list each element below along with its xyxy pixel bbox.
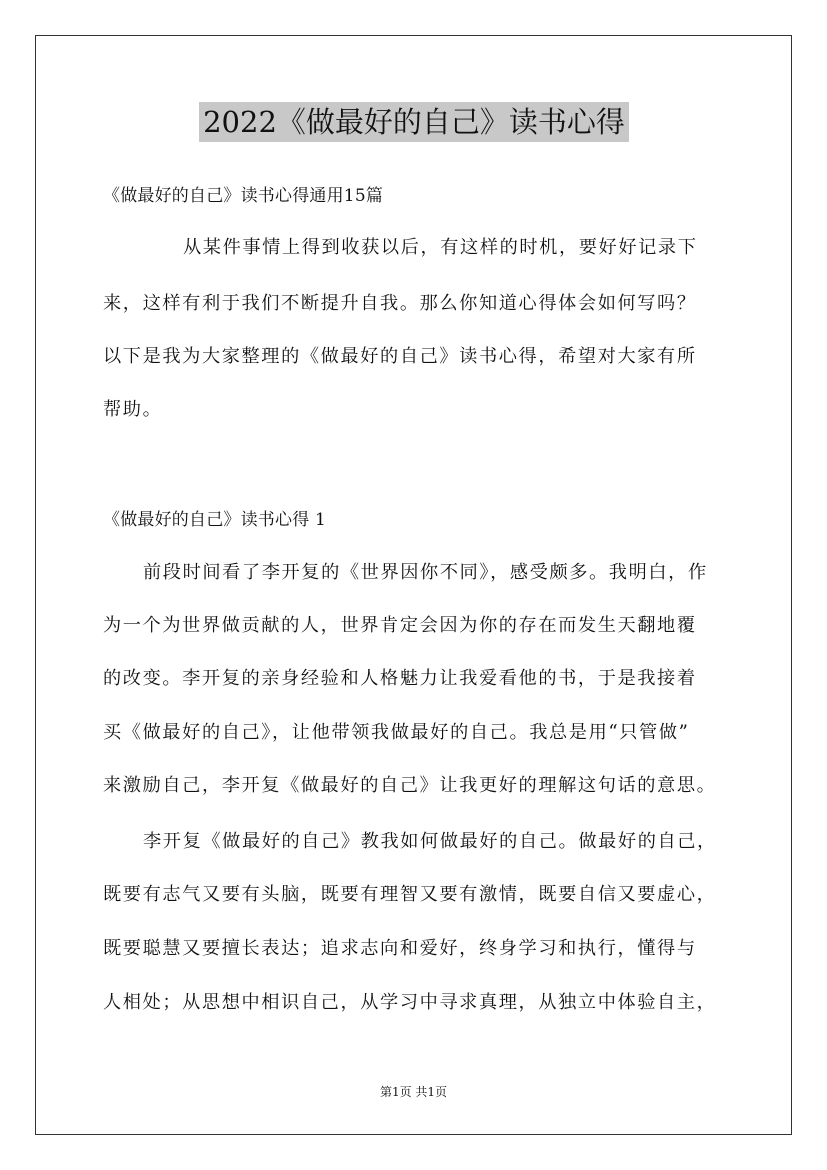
intro-line: 以下是我为大家整理的《做最好的自己》读书心得，希望对大家有所 [103, 346, 697, 367]
body-line: 为一个为世界做贡献的人，世界肯定会因为你的存在而发生天翻地覆 [103, 615, 697, 636]
body-line: 的改变。李开复的亲身经验和人格魅力让我爱看他的书，于是我接着 [103, 668, 697, 689]
page-footer: 第1页 共1页 [379, 1085, 448, 1099]
body-line: 既要聪慧又要擅长表达；追求志向和爱好，终身学习和执行，懂得与 [103, 938, 697, 959]
body-line: 李开复《做最好的自己》教我如何做最好的自己。做最好的自己， [143, 831, 717, 852]
body-line: 既要有志气又要有头脑，既要有理智又要有激情，既要自信又要虚心， [103, 884, 717, 905]
body-line: 人相处；从思想中相识自己，从学习中寻求真理，从独立中体验自主， [103, 992, 717, 1013]
section-heading: 《做最好的自己》读书心得 1 [103, 510, 327, 530]
intro-line: 帮助。 [103, 399, 163, 420]
document-subtitle: 《做最好的自己》读书心得通用15篇 [103, 186, 384, 206]
body-line: 前段时间看了李开复的《世界因你不同》，感受颇多。我明白，作 [143, 562, 708, 583]
intro-line: 从某件事情上得到收获以后，有这样的时机，要好好记录下 [183, 237, 698, 258]
document-title: 2022《做最好的自己》读书心得 [199, 102, 629, 142]
body-line: 买《做最好的自己》，让他带领我做最好的自己。我总是用“只管做” [103, 722, 690, 743]
intro-line: 来，这样有利于我们不断提升自我。那么你知道心得体会如何写吗？ [103, 293, 697, 314]
body-line: 来激励自己，李开复《做最好的自己》让我更好的理解这句话的意思。 [103, 775, 717, 796]
